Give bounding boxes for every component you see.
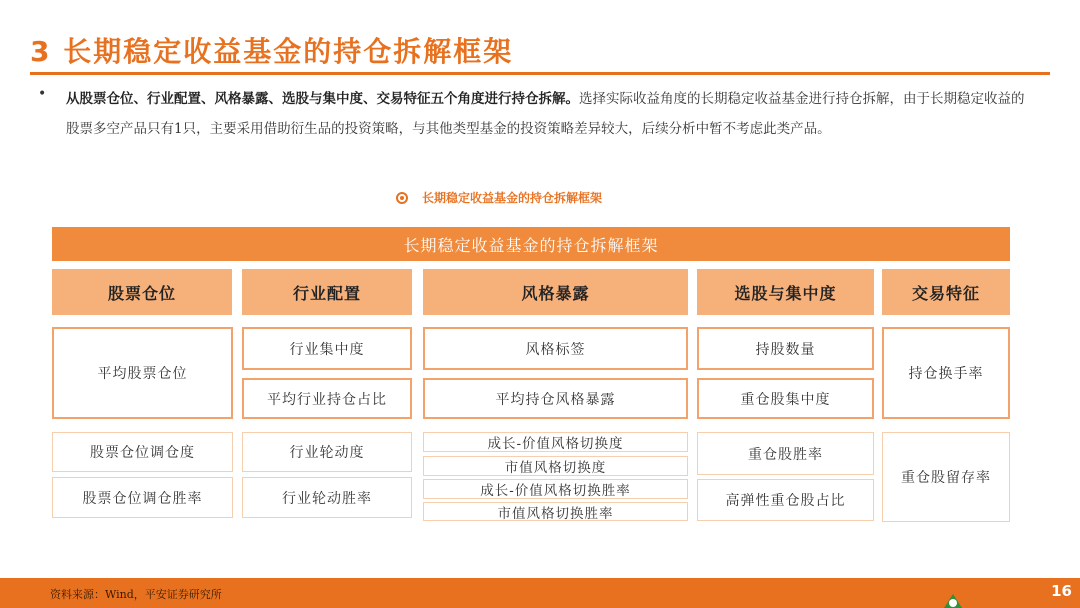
bullet-marker: •	[38, 86, 47, 102]
category-trading: 交易特征	[882, 269, 1010, 315]
metric-industry-concentration: 行业集中度	[242, 327, 412, 370]
metric-top-holding-retention: 重仓股留存率	[882, 432, 1010, 522]
metric-top-holding-concentration: 重仓股集中度	[697, 378, 874, 419]
metric-style-label: 风格标签	[423, 327, 688, 370]
radio-bullet-icon	[396, 192, 408, 204]
metric-industry-rotation: 行业轮动度	[242, 432, 412, 472]
metric-size-switch: 市值风格切换度	[423, 456, 688, 476]
category-selection: 选股与集中度	[697, 269, 874, 315]
metric-size-switch-win-rate: 市值风格切换胜率	[423, 502, 688, 521]
metric-turnover-rate: 持仓换手率	[882, 327, 1010, 419]
category-industry: 行业配置	[242, 269, 412, 315]
category-style: 风格暴露	[423, 269, 688, 315]
metric-high-beta-holding-share: 高弹性重仓股占比	[697, 479, 874, 521]
metric-stock-position-adjustment: 股票仓位调仓度	[52, 432, 233, 472]
metric-top-holding-win-rate: 重仓股胜率	[697, 432, 874, 475]
metric-average-stock-position: 平均股票仓位	[52, 327, 233, 419]
intro-body-text: 选择实际收益角度的长期稳定收益基金进行持仓拆解，由于长期稳定收益的股票多空产品只有1只，主要采用借助衍生品的投资策略，与其他类型基金的投资策略差异较大，后续分析中暂不考虑此类产品。	[66, 91, 1025, 137]
metric-industry-rotation-win-rate: 行业轮动胜率	[242, 477, 412, 518]
category-stock-position: 股票仓位	[52, 269, 232, 315]
company-logo-icon	[944, 594, 962, 608]
metric-stock-position-win-rate: 股票仓位调仓胜率	[52, 477, 233, 518]
metric-average-style-exposure: 平均持仓风格暴露	[423, 378, 688, 419]
title-divider	[30, 72, 1050, 75]
page-title: 3 长期稳定收益基金的持仓拆解框架	[30, 35, 514, 68]
metric-holding-count: 持股数量	[697, 327, 874, 370]
figure-caption	[396, 189, 602, 206]
intro-bold-text: 从股票仓位、行业配置、风格暴露、选股与集中度、交易特征五个角度进行持仓拆解。	[66, 91, 579, 107]
metric-growth-value-switch: 成长-价值风格切换度	[423, 432, 688, 452]
metric-growth-value-switch-win-rate: 成长-价值风格切换胜率	[423, 479, 688, 499]
source-note: 资料来源：Wind，平安证券研究所	[50, 588, 222, 601]
intro-paragraph	[66, 84, 1026, 144]
figure-caption-text: 长期稳定收益基金的持仓拆解框架	[422, 191, 603, 205]
metric-average-industry-share: 平均行业持仓占比	[242, 378, 412, 419]
framework-banner: 长期稳定收益基金的持仓拆解框架	[52, 227, 1010, 261]
page-number: 16	[1051, 582, 1072, 600]
